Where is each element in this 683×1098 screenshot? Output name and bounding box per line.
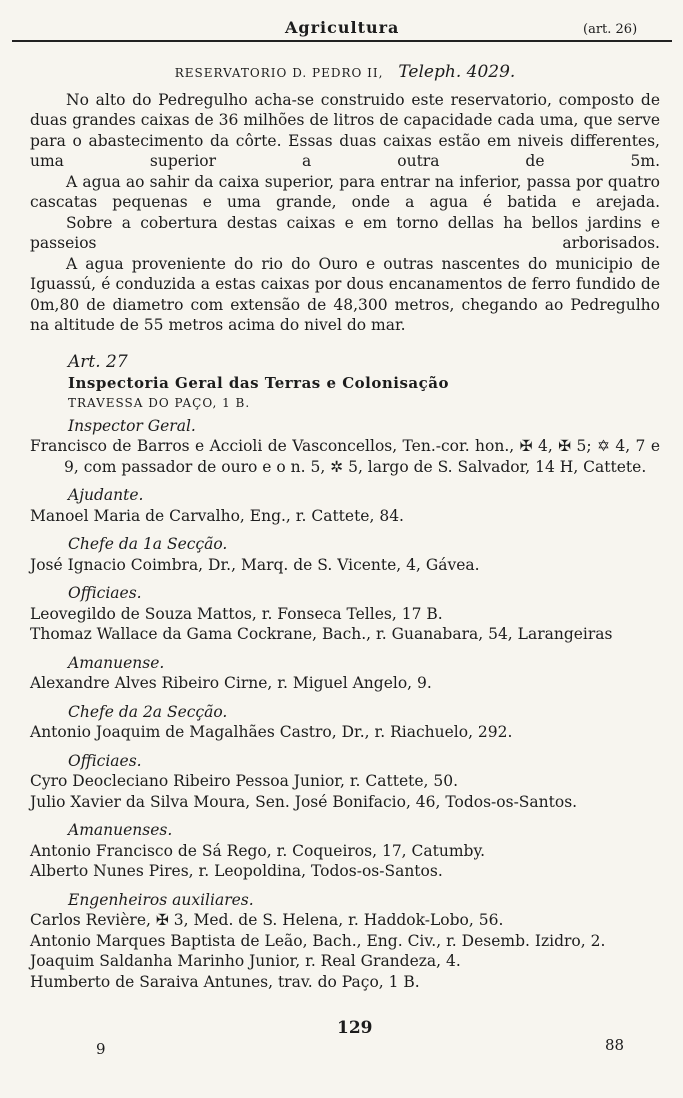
person-entry: Antonio Marques Baptista de Leão, Bach., Eng. Civ., r. Desemb. Izidro, 2. (30, 931, 606, 950)
reservoir-heading-line (30, 62, 660, 84)
header-rule (12, 40, 672, 42)
reservoir-paragraph: A agua proveniente do rio do Ouro e outras nascentes do municipio de Iguassú, é conduzida a estas caixas por dous encanamentos de ferro fundido de 0m,80 de diametro com extensão de 48,300 metros, chegando ao Pedregulho na altitude de 55 metros acima do nivel do mar. (30, 254, 660, 334)
person-entry: Manoel Maria de Carvalho, Eng., r. Cattete, 84. (30, 506, 404, 525)
person-entry: Alberto Nunes Pires, r. Leopoldina, Todos-os-Santos. (30, 862, 443, 880)
role-label: Officiaes. (68, 751, 142, 770)
role-label: Officiaes. (68, 584, 142, 602)
footer-number: 88 (605, 1036, 625, 1054)
role-label: Chefe da 2a Secção. (68, 702, 228, 721)
reservoir-telephone: Teleph. 4029. (398, 62, 516, 82)
person-entry: Antonio Francisco de Sá Rego, r. Coqueiros, 17, Catumby. (30, 841, 486, 860)
role-label: Chefe da 1a Secção. (68, 535, 228, 553)
role-label: Ajudante. (68, 486, 144, 504)
person-entry: Francisco de Barros e Accioli de Vasconcellos, Ten.-cor. hon., ✠ 4, ✠ 5; ✡ 4, 7 e 9, com passador de ouro e o n. 5, ✲ 5, largo de S. Salvador, 14 H, Cattete. (30, 437, 660, 476)
person-entry: Carlos Revière, ✠ 3, Med. de S. Helena, r. Haddok-Lobo, 56. (30, 911, 504, 929)
article-title: Inspectoria Geral das Terras e Colonisação (68, 373, 449, 392)
reservoir-paragraph: No alto do Pedregulho acha-se construido este reservatorio, composto de duas grandes caixas de 36 milhões de litros de capacidade cada uma, que serve para o abastecimento da côrte. Essas duas caixas estão em niveis differentes, uma superior a outra de 5m. (30, 90, 660, 170)
role-label: Amanuenses. (68, 821, 173, 839)
person-entry: Cyro Deocleciano Ribeiro Pessoa Junior, r. Cattete, 50. (30, 772, 459, 790)
reservoir-paragraph: Sobre a cobertura destas caixas e em torno dellas ha bellos jardins e passeios arborisados. (30, 213, 660, 252)
person-entry: Julio Xavier da Silva Moura, Sen. José Bonifacio, 46, Todos-os-Santos. (30, 792, 578, 811)
running-header-title: Agricultura (285, 18, 400, 37)
page-number: 129 (337, 1018, 373, 1038)
person-entry: Joaquim Saldanha Marinho Junior, r. Real Grandeza, 4. (30, 952, 461, 970)
person-entry: José Ignacio Coimbra, Dr., Marq. de S. Vicente, 4, Gávea. (30, 555, 480, 574)
person-entry: Alexandre Alves Ribeiro Cirne, r. Miguel Angelo, 9. (30, 674, 432, 692)
person-entry: Thomaz Wallace da Gama Cockrane, Bach., r. Guanabara, 54, Larangeiras (30, 625, 613, 643)
role-label: Engenheiros auxiliares. (68, 890, 254, 909)
article-reference: (art. 26) (583, 22, 638, 37)
person-entry: Humberto de Saraiva Antunes, trav. do Paço, 1 B. (30, 972, 420, 991)
person-entry: Leovegildo de Souza Mattos, r. Fonseca Telles, 17 B. (30, 604, 443, 623)
reservoir-paragraph: A agua ao sahir da caixa superior, para entrar na inferior, passa por quatro cascatas pequenas e uma grande, onde a agua é batida e arejada. (30, 172, 660, 211)
role-label: Amanuense. (68, 653, 165, 672)
article-number: Art. 27 (68, 352, 128, 372)
article-section (30, 352, 660, 992)
signature-mark: 9 (96, 1040, 106, 1058)
role-label: Inspector Geral. (68, 416, 196, 435)
reservoir-section (30, 62, 660, 336)
person-entry: Antonio Joaquim de Magalhães Castro, Dr., r. Riachuelo, 292. (30, 723, 513, 741)
article-address: TRAVESSA DO PAÇO, 1 B. (68, 396, 251, 410)
reservoir-heading: RESERVATORIO D. PEDRO II, (174, 66, 384, 80)
